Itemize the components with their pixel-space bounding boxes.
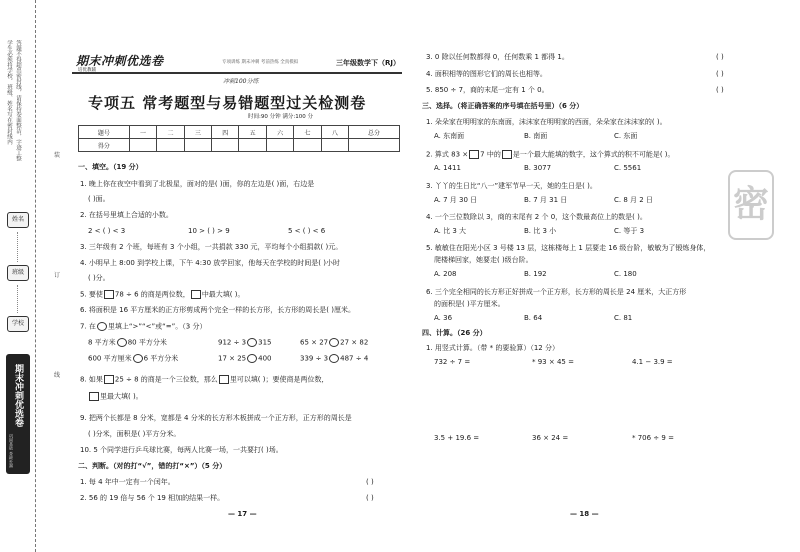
score-cell: 题号 xyxy=(79,126,130,139)
question-7 xyxy=(80,322,206,332)
page-title: 专项五 常考题型与易错题型过关检测卷 xyxy=(88,94,367,112)
compare-item: 27 × 82 xyxy=(340,338,369,347)
answer-box[interactable] xyxy=(219,375,229,384)
question-8b xyxy=(88,392,143,402)
class-field[interactable]: 班级 xyxy=(7,265,29,281)
choice-2 xyxy=(426,150,675,160)
question-2b: 10 > ( ) > 9 xyxy=(188,227,230,235)
name-line xyxy=(17,232,18,262)
score-input[interactable] xyxy=(294,139,321,152)
question-5-text: 5. 要使 xyxy=(80,290,103,299)
compare-row-1 xyxy=(88,338,167,348)
seal-stamp: 密 xyxy=(728,170,774,240)
compare-row-2 xyxy=(300,354,368,364)
choice-5b: 爬楼梯回家，她要走( )级台阶。 xyxy=(434,256,533,264)
question-3: 3. 三年级有 2 个班，每班有 3 个小组，一共捐款 330 元，平均每个小组捐款( )元。 xyxy=(80,243,343,251)
choice-6b: 的面积是( )平方厘米。 xyxy=(434,300,505,308)
answer-box[interactable] xyxy=(191,290,201,299)
question-5-text: 78 ÷ 6 的商是两位数， xyxy=(114,290,190,299)
header-bar xyxy=(72,52,402,74)
judge-answer[interactable]: ( ) xyxy=(716,70,724,78)
choice-option[interactable]: C. 等于 3 xyxy=(614,227,645,235)
judge-2: 2. 56 的 19 倍与 56 个 19 相加的结果一样。 xyxy=(80,494,225,502)
compare-circle[interactable] xyxy=(247,354,257,363)
question-8a xyxy=(80,375,329,385)
name-field[interactable]: 姓名 xyxy=(7,212,29,228)
section-choice: 三、选择。（将正确答案的序号填在括号里）（6 分） xyxy=(422,102,584,110)
compare-circle[interactable] xyxy=(247,338,257,347)
judge-answer[interactable]: ( ) xyxy=(716,86,724,94)
question-7-text: 里填上“>”“<”或“=”。（3 分） xyxy=(107,322,207,331)
answer-box[interactable] xyxy=(502,150,512,159)
calc-item: 3.5 + 19.6 = xyxy=(434,434,480,442)
choice-option[interactable]: C. 东面 xyxy=(614,132,638,140)
compare-item: 339 ÷ 3 xyxy=(300,354,329,363)
choice-option[interactable]: A. 1411 xyxy=(434,164,461,172)
question-2: 2. 在括号里填上合适的小数。 xyxy=(80,211,173,219)
judge-answer[interactable]: ( ) xyxy=(716,53,724,61)
compare-item: 400 xyxy=(258,354,272,363)
question-7-text: 7. 在 xyxy=(80,322,96,331)
grade-label: 三年级数学下（RJ） xyxy=(336,59,400,67)
compare-row-2 xyxy=(88,354,178,364)
score-table-row xyxy=(79,126,400,139)
choice-2-text: 是一个最大能填的数字，这个算式的积不可能是( )。 xyxy=(512,150,675,159)
question-10: 10. 5 个同学进行乒乓球比赛，每两人比赛一场，一共要打( )场。 xyxy=(80,446,283,454)
score-cell: 一 xyxy=(129,126,156,139)
choice-option[interactable]: C. 5561 xyxy=(614,164,642,172)
compare-item: 8 平方米 xyxy=(88,338,116,347)
compare-item: 65 × 27 xyxy=(300,338,329,347)
choice-option[interactable]: B. 64 xyxy=(524,314,543,322)
compare-item: 80 平方分米 xyxy=(127,338,167,347)
question-1b: ( )面。 xyxy=(88,195,110,203)
exam-meta: 时间:90 分钟 满分:100 分 xyxy=(248,114,313,120)
score-cell: 得分 xyxy=(79,139,130,152)
score-input[interactable] xyxy=(349,139,400,152)
judge-4: 4. 面积相等的图形它们的周长也相等。 xyxy=(426,70,547,78)
calc-item: 732 ÷ 7 = xyxy=(434,358,471,366)
score-cell: 五 xyxy=(239,126,266,139)
score-input[interactable] xyxy=(239,139,266,152)
choice-option[interactable]: B. 192 xyxy=(524,270,547,278)
page-number: — 17 — xyxy=(228,510,257,518)
question-8-text: 里最大填( )。 xyxy=(100,392,143,401)
calc-item: 36 × 24 = xyxy=(532,434,569,442)
question-2c: 5 < ( ) < 6 xyxy=(288,227,326,235)
score-input[interactable] xyxy=(184,139,211,152)
judge-3: 3. 0 除以任何数都得 0，任何数乘 1 都得 1。 xyxy=(426,53,569,61)
compare-circle[interactable] xyxy=(329,338,339,347)
compare-row-1 xyxy=(218,338,272,348)
compare-circle[interactable] xyxy=(117,338,127,347)
question-5-text: 中最大填( )。 xyxy=(201,290,245,299)
calc-item: * 706 ÷ 9 = xyxy=(632,434,674,442)
calc-item: * 93 × 45 = xyxy=(532,358,574,366)
brand-sub: 培优教辅 xyxy=(78,68,96,73)
answer-box[interactable] xyxy=(89,392,99,401)
strip-char: 订 xyxy=(54,272,61,279)
score-input[interactable] xyxy=(129,139,156,152)
choice-option[interactable]: A. 比 3 大 xyxy=(434,227,467,235)
score-cell: 七 xyxy=(294,126,321,139)
compare-item: 600 平方厘米 xyxy=(88,354,132,363)
strip-char: 装 xyxy=(54,152,61,159)
score-input[interactable] xyxy=(321,139,348,152)
question-4b: ( )分。 xyxy=(88,274,110,282)
score-input[interactable] xyxy=(266,139,293,152)
class-line xyxy=(17,285,18,313)
question-5 xyxy=(80,290,245,300)
score-cell: 八 xyxy=(321,126,348,139)
choice-option[interactable]: A. 东南面 xyxy=(434,132,465,140)
answer-box[interactable] xyxy=(104,375,114,384)
score-cell: 六 xyxy=(266,126,293,139)
answer-box[interactable] xyxy=(469,150,479,159)
choice-2-text: 2. 算式 83 × xyxy=(426,150,469,159)
judge-1: 1. 每 4 年中一定有一个闰年。 xyxy=(80,478,175,486)
question-8-text: 25 ÷ 8 的商是一个三位数，那么 xyxy=(114,375,218,384)
brand-logo: 期末冲刺优选卷 xyxy=(76,54,164,68)
binding-logo-sub: 巩固基础 查缺补漏 xyxy=(9,434,14,468)
choice-option[interactable]: C. 8 月 2 日 xyxy=(614,196,653,204)
score-input[interactable] xyxy=(212,139,239,152)
question-1a: 1. 晚上你在夜空中看到了北极星，面对的是( )面，你的左边是( )面，右边是 xyxy=(80,180,315,188)
compare-circle[interactable] xyxy=(133,354,143,363)
choice-option[interactable]: A. 208 xyxy=(434,270,457,278)
score-cell: 二 xyxy=(157,126,184,139)
header-slogans: 专项训练 期末冲刺 考前热练 全真模拟 xyxy=(222,60,299,65)
section-calculation: 四、计算。（26 分） xyxy=(422,329,487,337)
judge-5: 5. 850 ÷ 7，商的末尾一定有 1 个 0。 xyxy=(426,86,549,94)
choice-option[interactable]: A. 36 xyxy=(434,314,453,322)
question-2a: 2 < ( ) < 3 xyxy=(88,227,126,235)
answer-box[interactable] xyxy=(104,290,114,299)
question-9b: ( )分米，面积是( )平方分米。 xyxy=(88,430,181,438)
choice-5a: 5. 敏敏住在阳光小区 3 号楼 13 层，这栋楼每上 1 层要走 16 级台阶，敏敏为了锻炼身体， xyxy=(426,244,711,252)
choice-1: 1. 朵朵家在明明家的东南面，沫沫家在明明家的西面，朵朵家在沫沫家的( )。 xyxy=(426,118,667,126)
question-8-text: 8. 如果 xyxy=(80,375,103,384)
judge-answer[interactable]: ( ) xyxy=(366,478,374,486)
score-cell: 四 xyxy=(212,126,239,139)
judge-answer[interactable]: ( ) xyxy=(366,494,374,502)
section-fill-blank: 一、填空。（19 分） xyxy=(78,163,143,171)
choice-option[interactable]: A. 7 月 30 日 xyxy=(434,196,478,204)
score-table xyxy=(78,125,400,152)
compare-item: 912 ÷ 3 xyxy=(218,338,247,347)
compare-circle[interactable] xyxy=(97,322,107,331)
compare-item: 17 × 25 xyxy=(218,354,247,363)
score-cell: 三 xyxy=(184,126,211,139)
question-9a: 9. 把两个长都是 8 分米，宽都是 4 分米的长方形木板拼成一个正方形，正方形的周长是 xyxy=(80,414,352,422)
question-4a: 4. 小明早上 8:00 到学校上课，下午 4:30 放学回家，他每天在学校的时间是( )小时 xyxy=(80,259,340,267)
choice-6a: 6. 三个完全相同的长方形正好拼成一个正方形，长方形的周长是 24 厘米，大正方形 xyxy=(426,288,687,296)
choice-option[interactable]: C. 81 xyxy=(614,314,633,322)
compare-circle[interactable] xyxy=(329,354,339,363)
calc-instruction: 1. 用竖式计算。（带 * 的要验算）（12 分） xyxy=(426,344,559,352)
compare-row-2 xyxy=(218,354,272,364)
question-6: 6. 将面积是 16 平方厘米的正方形剪成两个完全一样的长方形，长方形的周长是( )厘米。 xyxy=(80,306,355,314)
binding-notes: 答题不得超出密封线，请保持卷面整洁，字迹工整 xyxy=(15,40,21,161)
choice-option[interactable]: B. 比 3 小 xyxy=(524,227,557,235)
choice-3: 3. 丫丫的生日比“八一”建军节早一天，她的生日是( )。 xyxy=(426,182,597,190)
binding-logo-text: 期末冲刺优选卷 xyxy=(13,364,23,427)
score-table-row xyxy=(79,139,400,152)
choice-4: 4. 一个三位数除以 3，商的末尾有 2 个 0，这个数最高位上的数是( )。 xyxy=(426,213,647,221)
section-judgement: 二、判断。（对的打“√”，错的打“×”）（5 分） xyxy=(78,462,227,470)
binding-logo xyxy=(6,354,30,474)
binding-instructions: 学生必须将学校、班级、姓名写在密封线内 xyxy=(6,40,12,145)
score-cell: 总分 xyxy=(349,126,400,139)
left-page xyxy=(58,0,402,552)
choice-option[interactable]: B. 3077 xyxy=(524,164,552,172)
right-page xyxy=(420,0,776,552)
question-8-text: 里可以填( )；要使商是两位数， xyxy=(229,375,329,384)
strip-char: 线 xyxy=(54,372,61,379)
choice-option[interactable]: B. 南面 xyxy=(524,132,548,140)
choice-2-text: 7 中的 xyxy=(480,150,501,159)
compare-item: 487 ÷ 4 xyxy=(340,354,369,363)
binding-strip xyxy=(0,0,36,552)
score-input[interactable] xyxy=(157,139,184,152)
choice-option[interactable]: C. 180 xyxy=(614,270,637,278)
calc-item: 4.1 − 3.9 = xyxy=(632,358,673,366)
school-field[interactable]: 学校 xyxy=(7,316,29,332)
page-number: — 18 — xyxy=(570,510,599,518)
choice-option[interactable]: B. 7 月 31 日 xyxy=(524,196,568,204)
compare-item: 6 平方分米 xyxy=(143,354,179,363)
compare-row-1 xyxy=(300,338,368,348)
compare-item: 315 xyxy=(258,338,272,347)
motto: 冲刺100分练 xyxy=(223,78,259,85)
